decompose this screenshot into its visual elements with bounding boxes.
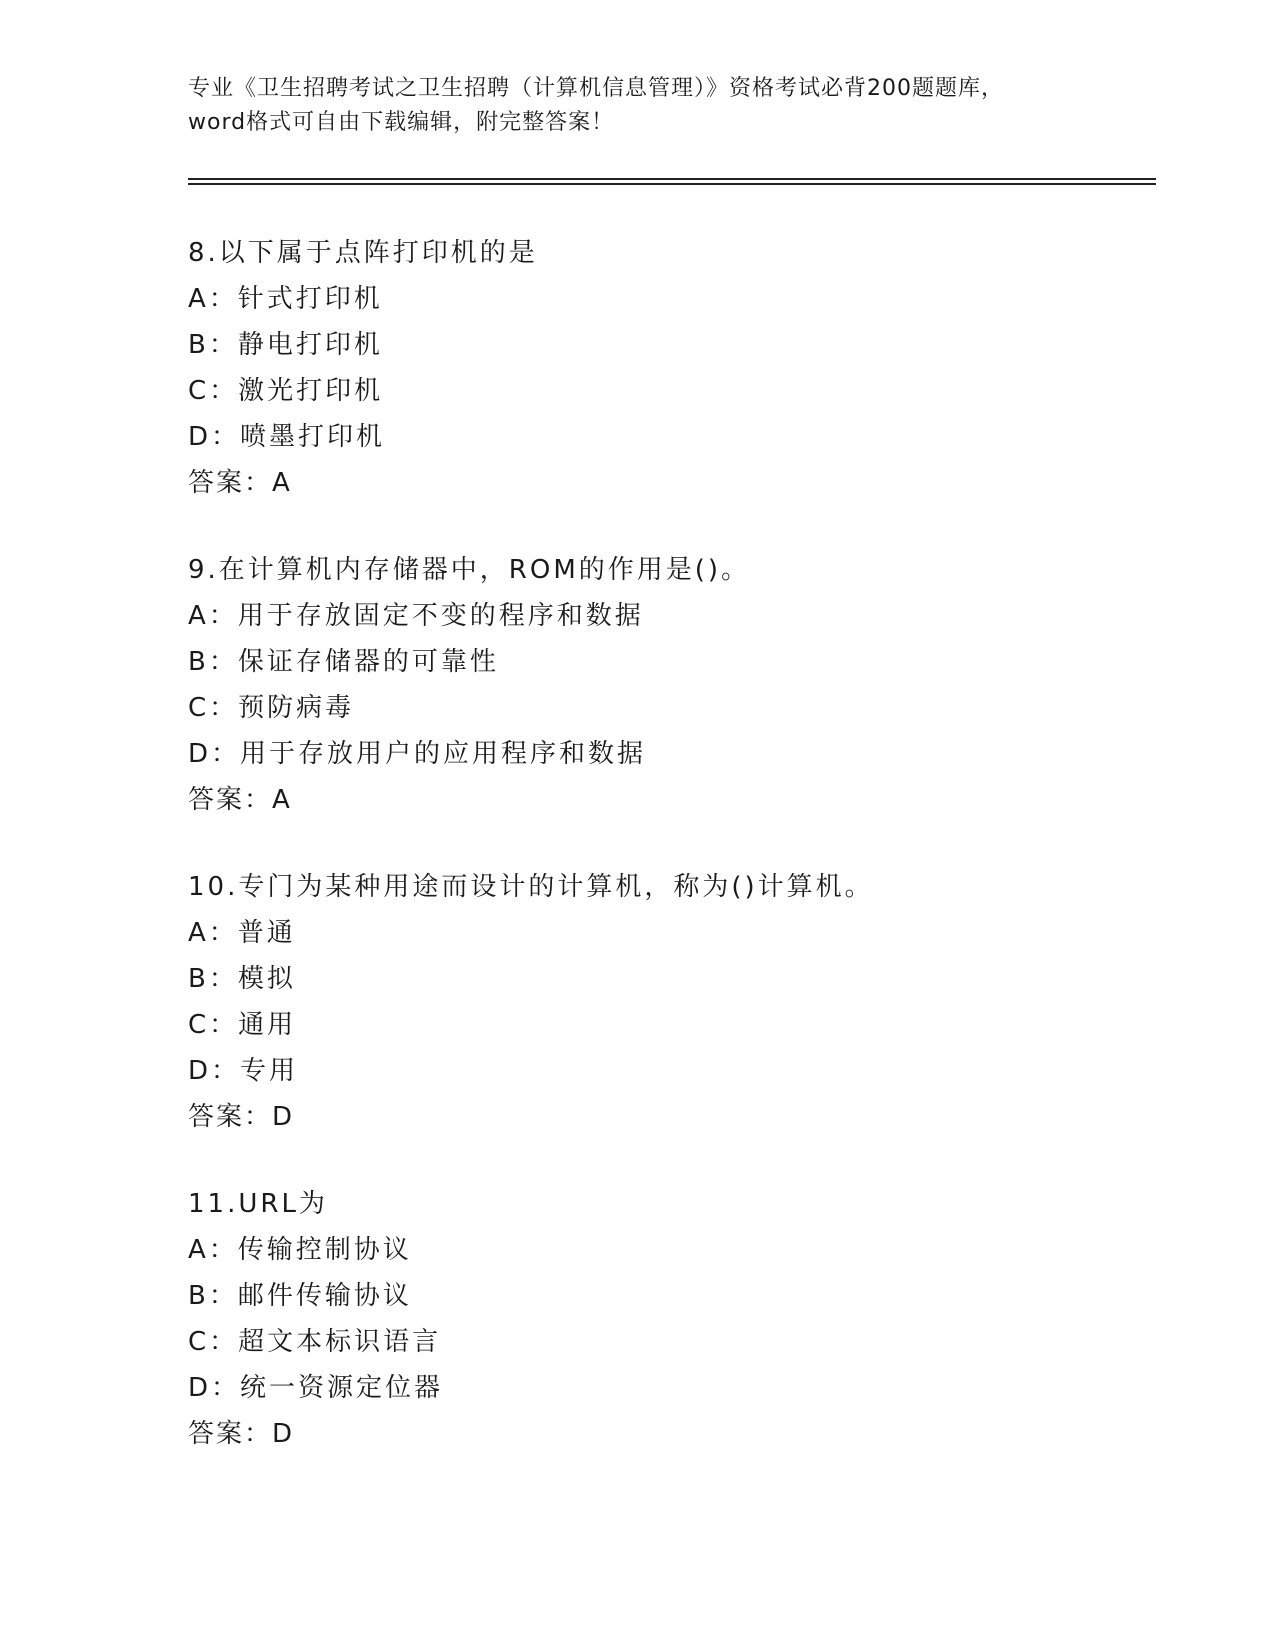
question-stem: 11.URL为 (188, 1189, 328, 1219)
option-b: B：保证存储器的可靠性 (188, 647, 499, 677)
option-b: B：静电打印机 (188, 330, 383, 360)
question-stem: 8.以下属于点阵打印机的是 (188, 238, 538, 268)
answer-line: 答案：A (188, 468, 292, 498)
question-item (188, 230, 1148, 506)
option-a: A：用于存放固定不变的程序和数据 (188, 601, 644, 631)
document-header (188, 72, 1088, 140)
option-a: A：针式打印机 (188, 284, 383, 314)
option-a: A：传输控制协议 (188, 1235, 412, 1265)
option-d: D：统一资源定位器 (188, 1373, 444, 1403)
option-c: C：通用 (188, 1010, 297, 1040)
option-a: A：普通 (188, 918, 296, 948)
question-item (188, 864, 1148, 1140)
option-d: D：用于存放用户的应用程序和数据 (188, 739, 647, 769)
header-line-2: word格式可自由下载编辑，附完整答案！ (188, 110, 615, 135)
option-c: C：预防病毒 (188, 693, 355, 723)
header-line-1: 专业《卫生招聘考试之卫生招聘（计算机信息管理）》资格考试必背200题题库， (188, 76, 1004, 101)
question-stem: 10.专门为某种用途而设计的计算机，称为()计算机。 (188, 872, 874, 902)
answer-line: 答案：D (188, 1419, 295, 1449)
header-divider-bottom (188, 183, 1156, 185)
option-c: C：激光打印机 (188, 376, 384, 406)
question-item (188, 547, 1148, 823)
question-stem: 9.在计算机内存储器中，ROM的作用是()。 (188, 555, 751, 585)
answer-line: 答案：A (188, 785, 292, 815)
answer-line: 答案：D (188, 1102, 295, 1132)
option-d: D：专用 (188, 1056, 299, 1086)
header-divider-top (188, 178, 1156, 180)
question-list (188, 230, 1148, 1498)
question-item (188, 1181, 1148, 1457)
option-d: D：喷墨打印机 (188, 422, 386, 452)
option-b: B：邮件传输协议 (188, 1281, 412, 1311)
option-c: C：超文本标识语言 (188, 1327, 442, 1357)
option-b: B：模拟 (188, 964, 296, 994)
